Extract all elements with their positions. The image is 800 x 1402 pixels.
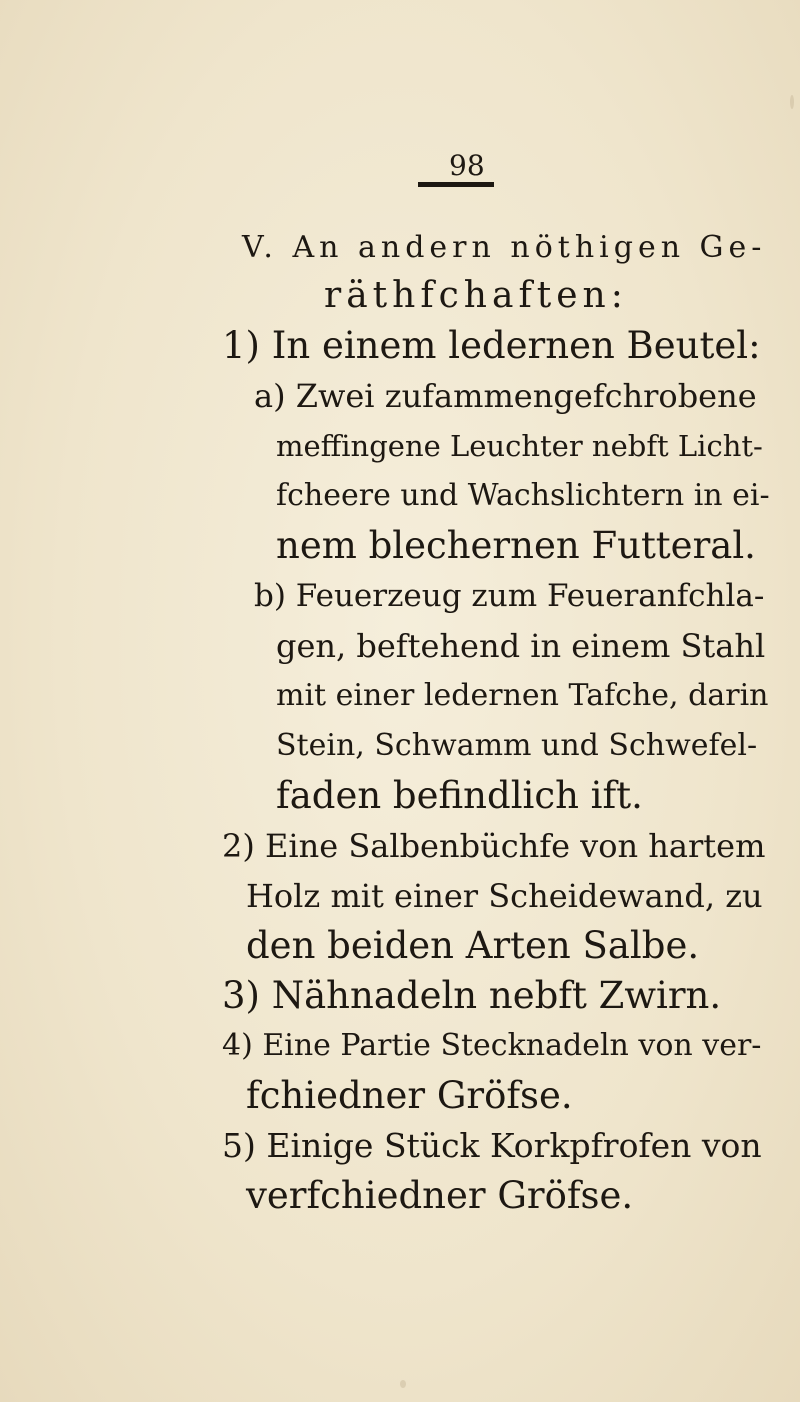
text-line: 4) Eine Partie Stecknadeln von ver- [222,1028,762,1063]
text-line: 3) Nähnadeln nebft Zwirn. [222,974,722,1017]
section-heading-line-2: räthfchaften: [324,275,628,316]
text-line: nem blechernen Futteral. [276,524,756,567]
text-line: b) Feuerzeug zum Feueranfchla- [254,578,765,614]
text-line: 5) Einige Stück Korkpfrofen von [222,1126,762,1165]
text-line: meffingene Leuchter nebft Licht- [276,429,763,463]
text-line: fchiedner Gröfse. [246,1074,573,1117]
text-line: Holz mit einer Scheidewand, zu [246,877,763,915]
text-line: fcheere und Wachslichtern in ei- [276,478,770,513]
section-heading-line-1: V. An andern nöthigen Ge- [242,230,767,265]
text-line: verfchiedner Gröfse. [246,1174,634,1217]
paper-stain [790,95,794,109]
page-number-rule [418,182,494,187]
text-line: gen, beftehend in einem Stahl [276,627,766,665]
text-line: Stein, Schwamm und Schwefel- [276,728,758,763]
text-line: faden befindlich ift. [276,774,643,817]
text-line: den beiden Arten Salbe. [246,924,700,967]
text-line: mit einer ledernen Tafche, darin [276,678,769,713]
text-line: a) Zwei zufammengefchrobene [254,377,757,415]
page-number: 98 [449,149,485,182]
paper-stain [400,1380,406,1388]
text-line: 2) Eine Salbenbüchfe von hartem [222,827,766,865]
text-line: 1) In einem ledernen Beutel: [222,324,761,367]
